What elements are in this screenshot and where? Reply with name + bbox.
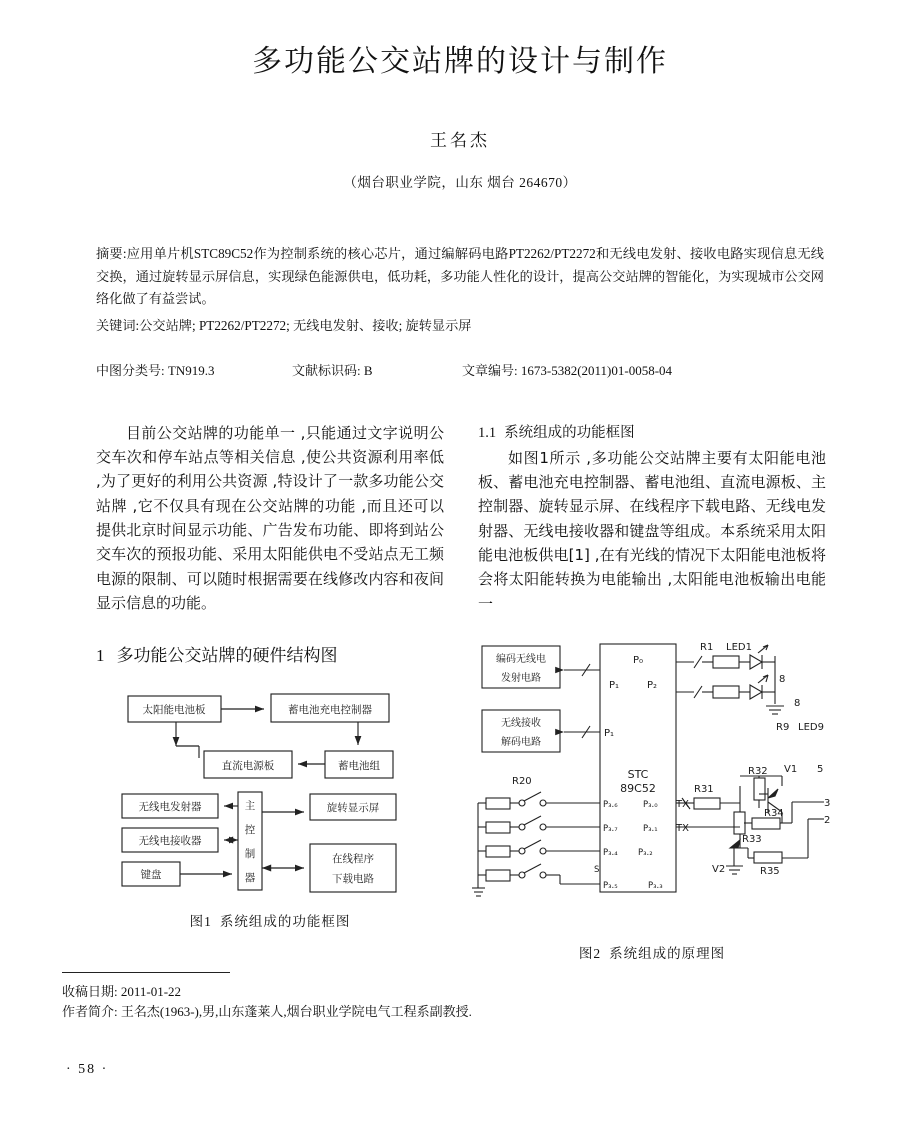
fig2-label-encoder-line1: 编码无线电 — [496, 653, 546, 665]
fig2-label-encoder-line2: 发射电路 — [501, 672, 541, 684]
figure-2-caption — [478, 942, 826, 962]
figure-1-caption-number: 图1 — [189, 914, 212, 930]
fig2-label-r33: R33 — [742, 833, 762, 845]
author-name: 王名杰 — [430, 131, 490, 150]
article-id-field — [462, 360, 824, 379]
abstract-label: 摘要: — [96, 246, 127, 261]
fig2-label-r31: R31 — [694, 783, 714, 795]
figure-2-caption-number: 图2 — [578, 945, 602, 961]
fig1-label-dc-power-board: 直流电源板 — [221, 760, 275, 773]
fig2-pin-p3-2: P₃.₂ — [638, 847, 653, 858]
svg-text:制: 制 — [244, 848, 256, 861]
fig2-label-count-8-lower: 8 — [794, 697, 801, 709]
fig2-label-s: S — [594, 864, 600, 875]
doc-code-value: B — [363, 362, 373, 378]
fig2-label-led1: LED1 — [726, 641, 752, 653]
left-body-paragraph: 目前公交站牌的功能单一 ,只能通过文字说明公交车次和停车站点等相关信息 ,使公共资源利用率低 ,为了更好的利用公共资源 ,特设计了一款多功能公交站牌 ,它不仅具有现在公交站牌的功能 ,而且还可以提供北京时间显示功能、广告发布功能、即将到站公交车次的预报功能、采用太阳能供电不受站点无工频电源的限制、可以随时根据需要在线修改内容和夜间显示信息的功能。 — [96, 423, 444, 612]
fig2-label-r34: R34 — [764, 807, 784, 819]
fig1-label-download-line2: 下载电路 — [332, 873, 374, 886]
received-date-label: 收稿日期: — [62, 984, 118, 999]
figure-1 — [96, 688, 444, 930]
fig2-label-count-8-upper: 8 — [779, 673, 786, 685]
received-date-line — [62, 982, 662, 1002]
right-column — [478, 421, 831, 962]
fig2-label-r32: R32 — [748, 765, 768, 777]
figure-2-schematic — [472, 626, 832, 936]
abstract-block — [96, 243, 824, 338]
classification-row — [96, 360, 824, 379]
footnote-rule — [62, 972, 230, 973]
author-bio-value: 王名杰(1963-),男,山东蓬莱人,烟台职业学院电气工程系副教授. — [120, 1004, 472, 1020]
fig2-label-tx-lower: TX — [676, 822, 689, 834]
keywords-paragraph — [96, 315, 824, 338]
fig2-label-out2: 2 — [824, 814, 831, 826]
svg-text:主: 主 — [244, 800, 256, 813]
fig2-pin-p3-1: P₃.₁ — [643, 823, 658, 834]
section-number: 1 — [96, 646, 105, 666]
right-body-paragraph: 如图1所示 ,多功能公交站牌主要有太阳能电池板、蓄电池充电控制器、蓄电池组、直流电源板、主控制器、旋转显示屏、在线程序下载电路、无线电发射器、无线电接收器和键盘等组成。本系统采用太阳能电池板供电[1] ,在有光线的情况下太阳能电池板将会将太阳能转换为电能输出 ,太阳能电池板输出电能一 — [478, 448, 826, 613]
fig2-label-led9: LED9 — [798, 721, 824, 733]
author-bio-label: 作者简介: — [62, 1004, 118, 1020]
subsection-heading — [478, 421, 826, 442]
subsection-title: 系统组成的功能框图 — [504, 424, 635, 441]
page-number: · 58 · — [66, 1062, 109, 1077]
fig1-label-solar-panel: 太阳能电池板 — [142, 704, 206, 717]
section-title: 多功能公交站牌的硬件结构图 — [116, 646, 338, 666]
fig2-pin-p1-left: P₁ — [609, 679, 620, 691]
fig1-label-download-line1: 在线程序 — [332, 853, 374, 866]
svg-text:控: 控 — [244, 824, 256, 837]
fig2-label-r1: R1 — [700, 641, 714, 653]
fig1-label-rf-receiver: 无线电接收器 — [138, 835, 202, 848]
fig2-label-v2: V2 — [712, 863, 726, 875]
fig2-label-v1: V1 — [784, 763, 798, 775]
fig2-chip-line2: 89C52 — [620, 781, 656, 795]
abstract-paragraph — [96, 243, 824, 311]
fig2-label-out3: 3 — [824, 797, 831, 809]
article-id-value: 1673-5382(2011)01-0058-04 — [520, 362, 673, 378]
fig2-pin-p1-lower: P₁ — [604, 727, 615, 739]
fig2-pin-p3-6: P₃.₆ — [603, 799, 618, 810]
subsection-number: 1.1 — [478, 424, 497, 441]
fig1-label-battery-pack: 蓄电池组 — [338, 760, 380, 773]
clc-field — [96, 360, 292, 379]
fig2-label-r35: R35 — [760, 865, 780, 877]
abstract-text: 应用单片机STC89C52作为控制系统的核心芯片，通过编解码电路PT2262/PT2272和无线电发射、接收电路实现信息无线交换，通过旋转显示屏信息，实现绿色能源供电，低功耗，多功能人性化的设计，提高公交站牌的智能化，为实现城市公交网络化做了有益尝试。 — [96, 246, 824, 307]
fig2-label-decoder-line2: 解码电路 — [501, 736, 541, 748]
section-heading — [96, 641, 444, 666]
fig1-label-charge-controller: 蓄电池充电控制器 — [288, 704, 372, 717]
two-column-body — [96, 421, 831, 962]
clc-value: TN919.3 — [167, 362, 215, 378]
fig2-label-r9: R9 — [776, 721, 790, 733]
fig2-label-decoder-line1: 无线接收 — [501, 717, 541, 729]
fig1-label-rf-transmitter: 无线电发射器 — [138, 801, 202, 814]
fig2-pin-p0: P₀ — [632, 654, 644, 666]
keywords-text: 公交站牌; PT2262/PT2272; 无线电发射、接收; 旋转显示屏 — [139, 318, 472, 334]
figure-1-diagram — [96, 688, 444, 900]
figure-1-caption — [96, 910, 444, 930]
fig1-label-rotating-display: 旋转显示屏 — [326, 802, 380, 815]
page-title: 多功能公交站牌的设计与制作 — [252, 45, 668, 78]
fig2-pin-p3-4: P₃.₄ — [603, 847, 618, 858]
fig2-pin-p3-0: P₃.₀ — [643, 799, 658, 810]
received-date-value: 2011-01-22 — [120, 984, 182, 999]
fig2-pin-p3-5: P₃.₅ — [603, 880, 618, 891]
author-affiliation: （烟台职业学院，山东 烟台 264670） — [343, 175, 577, 190]
fig2-pin-p3-7: P₃.₇ — [603, 823, 618, 834]
fig2-pin-p3-3: P₃.₃ — [648, 880, 663, 891]
fig2-label-r20: R20 — [512, 775, 532, 787]
doc-code-label: 文献标识码: — [292, 362, 361, 378]
figure-2 — [478, 626, 831, 962]
article-id-label: 文章编号: — [462, 362, 518, 378]
fig2-label-tx-upper: TX — [676, 798, 689, 810]
fig2-pin-p2: P₂ — [646, 679, 658, 691]
fig1-label-keyboard: 键盘 — [140, 869, 162, 882]
fig2-chip-line1: STC — [627, 767, 649, 781]
clc-label: 中图分类号: — [96, 362, 165, 378]
author-bio-line — [62, 1002, 662, 1022]
footnote-block — [62, 972, 662, 1022]
keywords-label: 关键词: — [96, 318, 140, 334]
figure-2-caption-title: 系统组成的原理图 — [609, 945, 726, 961]
left-column — [96, 421, 444, 962]
doc-code-field — [292, 360, 462, 379]
figure-1-caption-title: 系统组成的功能框图 — [219, 914, 351, 930]
fig2-label-out5: 5 — [817, 763, 824, 775]
svg-text:器: 器 — [244, 872, 256, 885]
